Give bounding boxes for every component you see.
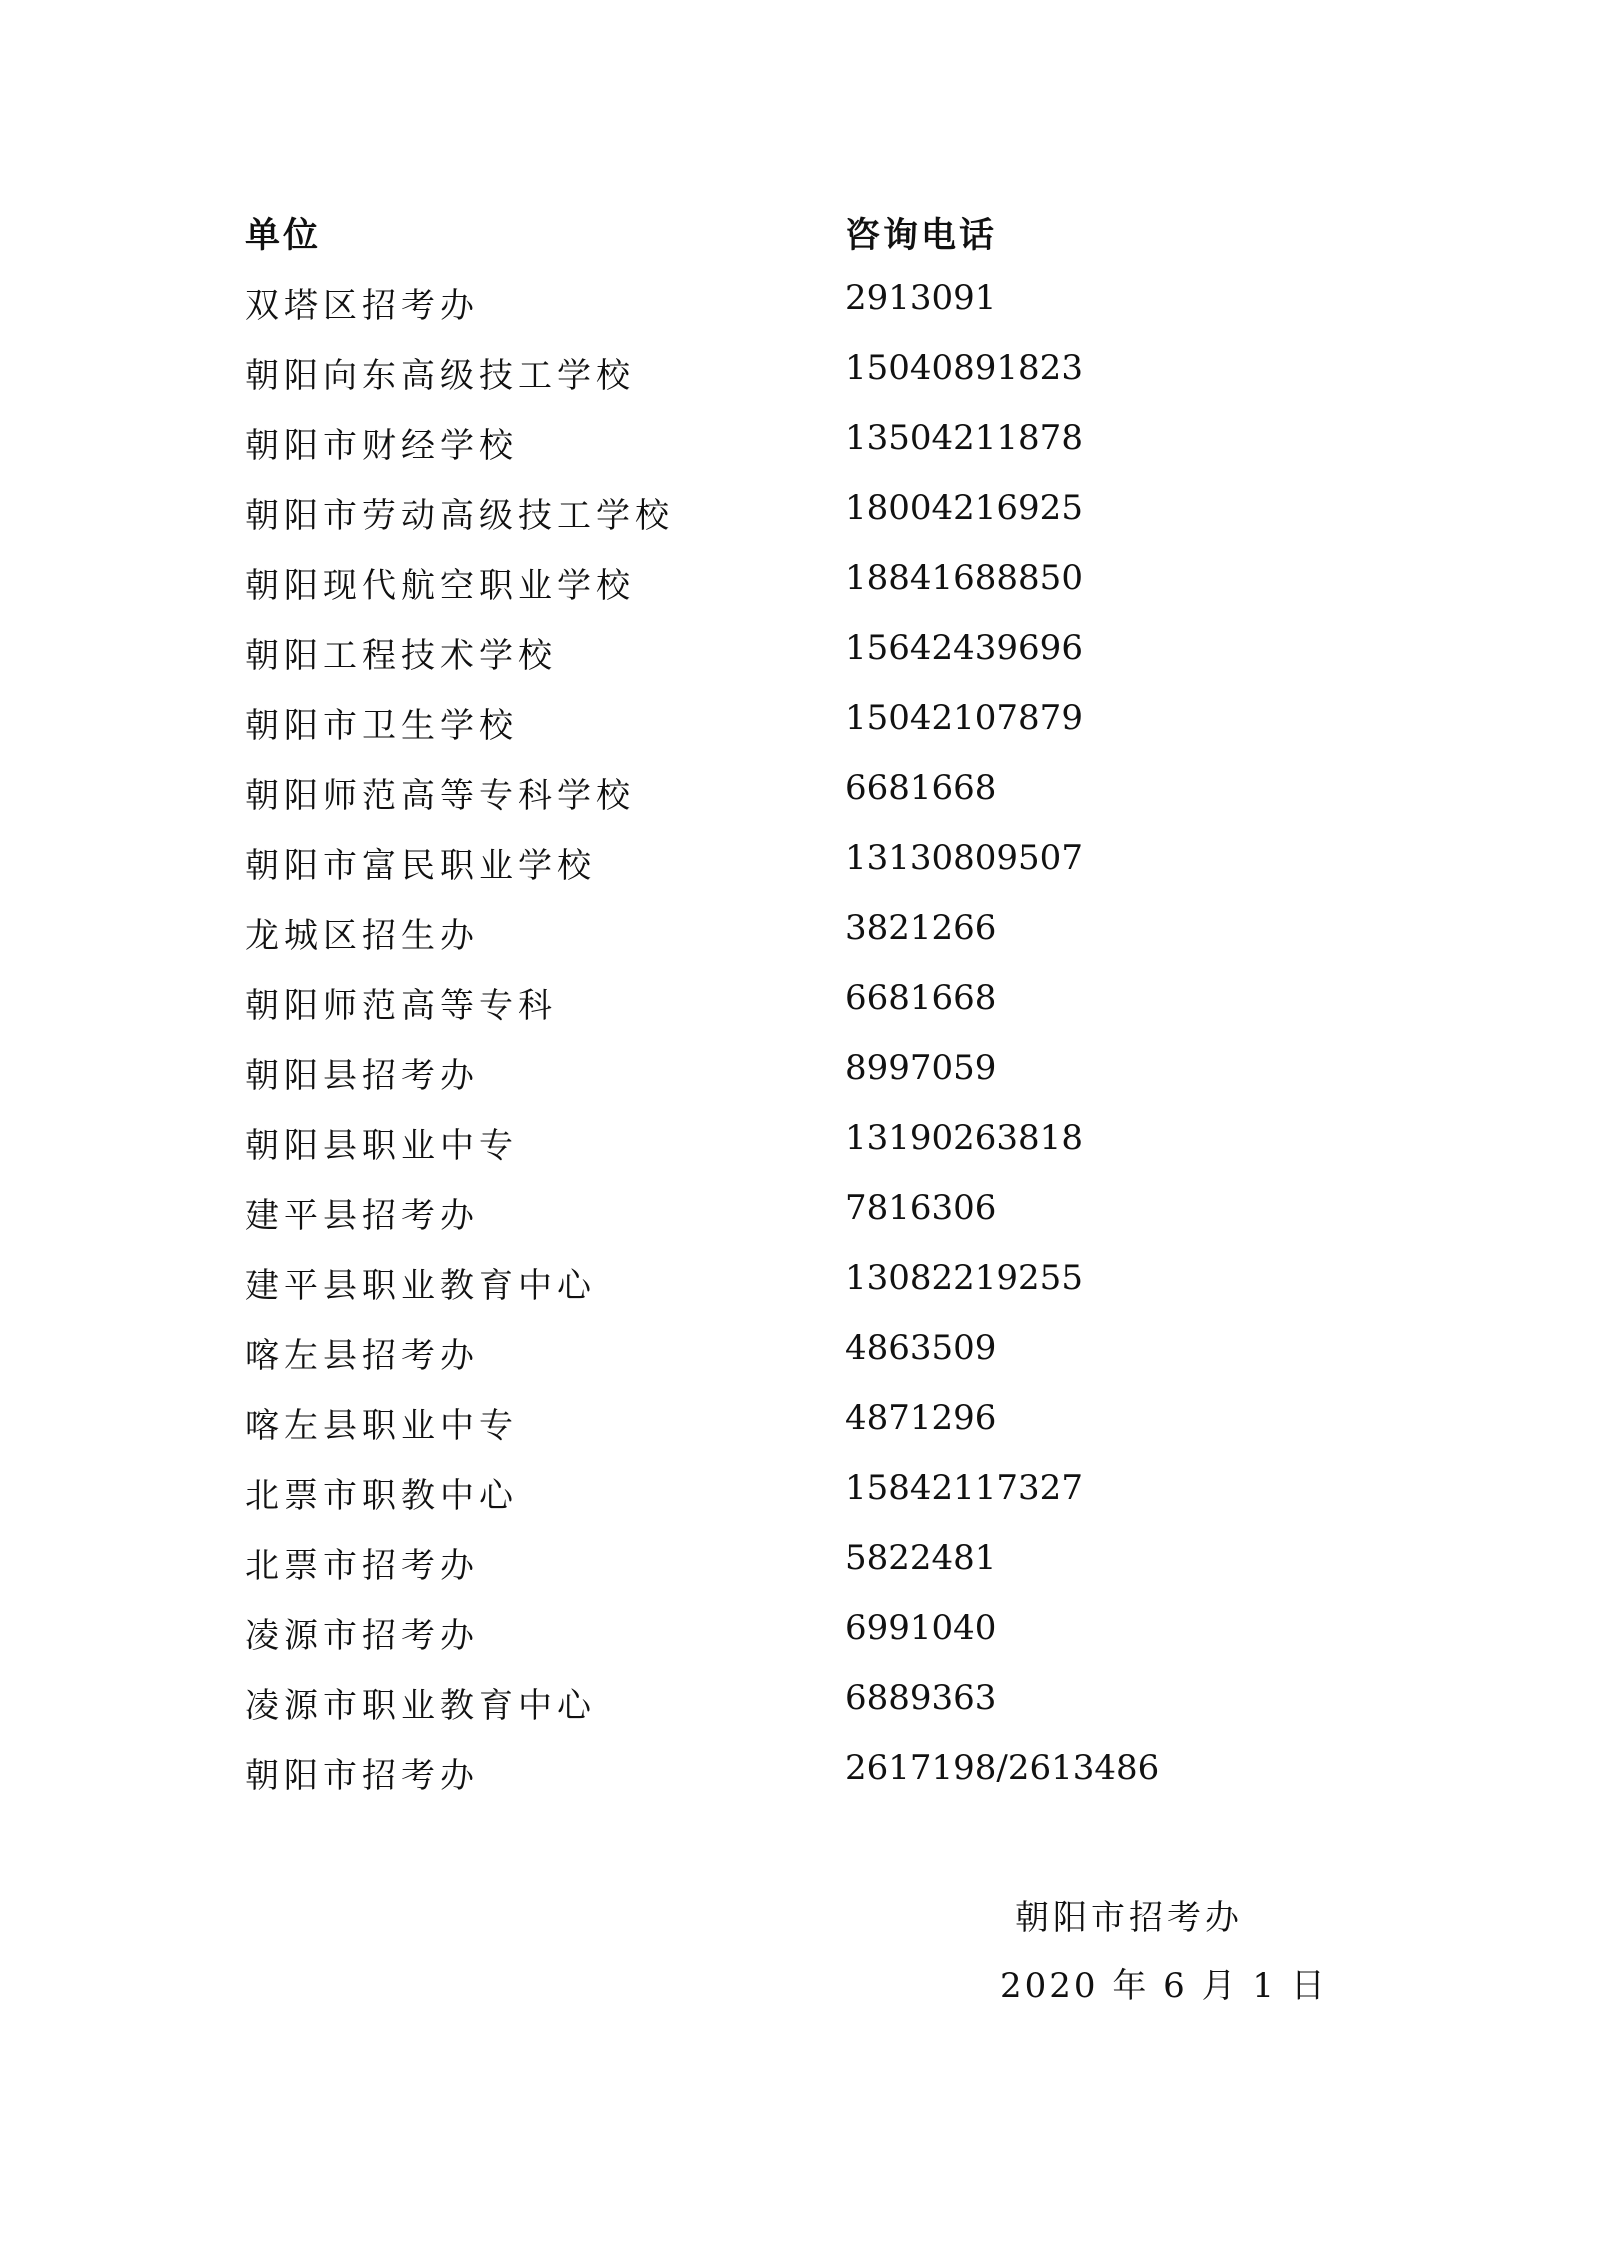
phone-number: 15842117327 bbox=[845, 1468, 1083, 1508]
table-row bbox=[245, 558, 1345, 628]
table-row bbox=[245, 628, 1345, 698]
issue-date: 2020 年 6 月 1 日 bbox=[1000, 1966, 1328, 2006]
unit-name: 朝阳向东高级技工学校 bbox=[245, 356, 635, 396]
table-row bbox=[245, 1748, 1345, 1818]
phone-number: 4863509 bbox=[845, 1328, 997, 1368]
unit-name: 朝阳市劳动高级技工学校 bbox=[245, 496, 674, 536]
table-row bbox=[245, 1538, 1345, 1608]
table-row bbox=[245, 348, 1345, 418]
table-row bbox=[245, 1188, 1345, 1258]
unit-name: 朝阳县职业中专 bbox=[245, 1126, 518, 1166]
phone-number: 6681668 bbox=[845, 978, 997, 1018]
phone-number: 13504211878 bbox=[845, 418, 1083, 458]
table-row bbox=[245, 698, 1345, 768]
contact-list bbox=[245, 278, 1345, 1818]
table-row bbox=[245, 1608, 1345, 1678]
phone-number: 15040891823 bbox=[845, 348, 1083, 388]
phone-number: 6681668 bbox=[845, 768, 997, 808]
phone-number: 3821266 bbox=[845, 908, 997, 948]
table-row bbox=[245, 908, 1345, 978]
unit-name: 朝阳市卫生学校 bbox=[245, 706, 518, 746]
phone-number: 6991040 bbox=[845, 1608, 997, 1648]
unit-name: 龙城区招生办 bbox=[245, 916, 479, 956]
table-row bbox=[245, 278, 1345, 348]
unit-name: 北票市招考办 bbox=[245, 1546, 479, 1586]
table-row bbox=[245, 978, 1345, 1048]
unit-name: 朝阳师范高等专科学校 bbox=[245, 776, 635, 816]
unit-name: 喀左县招考办 bbox=[245, 1336, 479, 1376]
unit-name: 朝阳师范高等专科 bbox=[245, 986, 557, 1026]
table-row bbox=[245, 1398, 1345, 1468]
table-row bbox=[245, 1328, 1345, 1398]
unit-name: 凌源市职业教育中心 bbox=[245, 1686, 596, 1726]
phone-number: 18004216925 bbox=[845, 488, 1083, 528]
phone-number: 2617198/2613486 bbox=[845, 1748, 1160, 1788]
unit-name: 朝阳市招考办 bbox=[245, 1756, 479, 1796]
phone-number: 5822481 bbox=[845, 1538, 997, 1578]
issuing-organization: 朝阳市招考办 bbox=[1015, 1898, 1243, 1938]
phone-number: 7816306 bbox=[845, 1188, 997, 1228]
unit-name: 朝阳现代航空职业学校 bbox=[245, 566, 635, 606]
phone-number: 4871296 bbox=[845, 1398, 997, 1438]
phone-number: 8997059 bbox=[845, 1048, 997, 1088]
table-header bbox=[245, 208, 1345, 260]
phone-number: 6889363 bbox=[845, 1678, 997, 1718]
table-row bbox=[245, 838, 1345, 908]
table-row bbox=[245, 418, 1345, 488]
unit-name: 喀左县职业中专 bbox=[245, 1406, 518, 1446]
phone-number: 13130809507 bbox=[845, 838, 1083, 878]
phone-number: 15042107879 bbox=[845, 698, 1083, 738]
table-row bbox=[245, 1048, 1345, 1118]
table-row bbox=[245, 488, 1345, 558]
unit-name: 朝阳市富民职业学校 bbox=[245, 846, 596, 886]
phone-number: 13082219255 bbox=[845, 1258, 1083, 1298]
unit-name: 凌源市招考办 bbox=[245, 1616, 479, 1656]
phone-number: 15642439696 bbox=[845, 628, 1083, 668]
table-row bbox=[245, 1258, 1345, 1328]
unit-column-header: 单位 bbox=[245, 216, 322, 256]
phone-number: 18841688850 bbox=[845, 558, 1083, 598]
unit-name: 朝阳县招考办 bbox=[245, 1056, 479, 1096]
unit-name: 朝阳市财经学校 bbox=[245, 426, 518, 466]
table-row bbox=[245, 1468, 1345, 1538]
table-row bbox=[245, 1118, 1345, 1188]
unit-name: 北票市职教中心 bbox=[245, 1476, 518, 1516]
unit-name: 双塔区招考办 bbox=[245, 286, 479, 326]
unit-name: 朝阳工程技术学校 bbox=[245, 636, 557, 676]
table-row bbox=[245, 1678, 1345, 1748]
unit-name: 建平县招考办 bbox=[245, 1196, 479, 1236]
phone-number: 2913091 bbox=[845, 278, 997, 318]
phone-number: 13190263818 bbox=[845, 1118, 1083, 1158]
unit-name: 建平县职业教育中心 bbox=[245, 1266, 596, 1306]
table-row bbox=[245, 768, 1345, 838]
phone-column-header: 咨询电话 bbox=[845, 216, 998, 256]
